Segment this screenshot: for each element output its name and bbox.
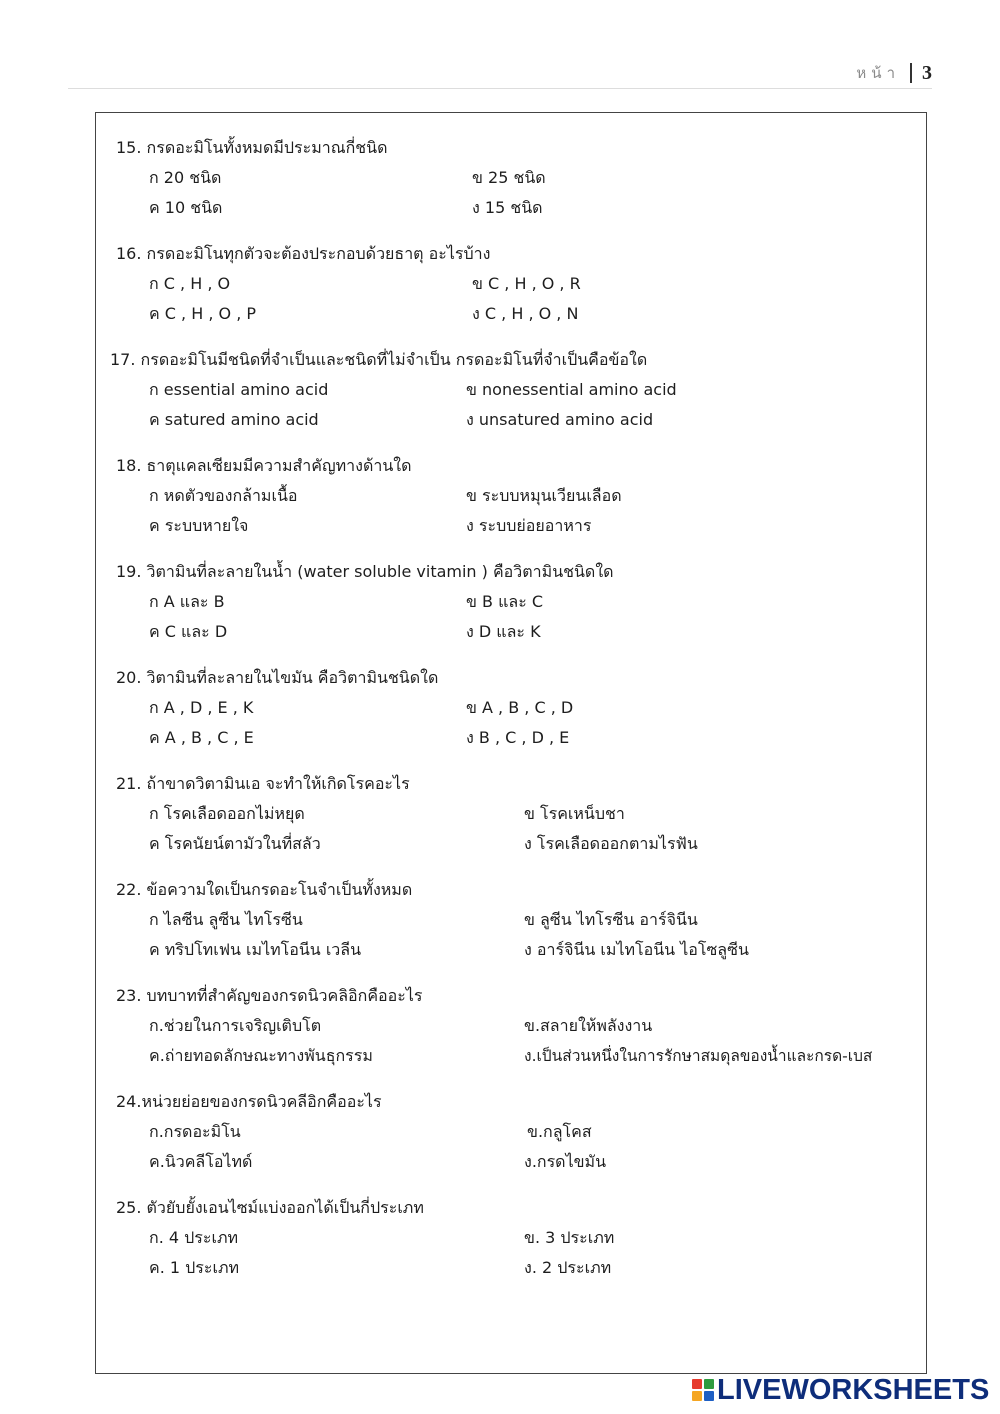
page-header: [856, 58, 932, 88]
option-c[interactable]: ค satured amino acid: [149, 410, 319, 429]
option-d[interactable]: ง D และ K: [466, 622, 541, 641]
option-a[interactable]: ก essential amino acid: [149, 380, 329, 399]
question-text: 23. บทบาทที่สำคัญของกรดนิวคลิอิกคืออะไร: [116, 986, 423, 1005]
option-a[interactable]: ก A และ B: [149, 592, 225, 611]
question-text: 22. ข้อความใดเป็นกรดอะโนจำเป็นทั้งหมด: [116, 880, 413, 899]
question-text: 15. กรดอะมิโนทั้งหมดมีประมาณกี่ชนิด: [116, 138, 388, 157]
option-d[interactable]: ง B , C , D , E: [466, 728, 570, 747]
option-a[interactable]: ก.ช่วยในการเจริญเติบโต: [149, 1016, 322, 1035]
question-text: 19. วิตามินที่ละลายในน้ำ (water soluble vitamin ) คือวิตามินชนิดใด: [116, 562, 614, 581]
option-b[interactable]: ข. 3 ประเภท: [524, 1228, 615, 1247]
option-b[interactable]: ข C , H , O , R: [472, 274, 581, 293]
question-frame: [95, 112, 927, 1374]
question-text: 17. กรดอะมิโนมีชนิดที่จำเป็นและชนิดที่ไม่จำเป็น กรดอะมิโนที่จำเป็นคือข้อใด: [110, 350, 648, 369]
option-c[interactable]: ค โรคนัยน์ตามัวในที่สลัว: [149, 834, 321, 853]
option-d[interactable]: ง. 2 ประเภท: [524, 1258, 612, 1277]
page-number: 3: [922, 61, 932, 84]
question-text: 24.หน่วยย่อยของกรดนิวคลีอิกคืออะไร: [116, 1092, 382, 1111]
option-d[interactable]: ง unsatured amino acid: [466, 410, 654, 429]
option-a[interactable]: ก ไลซีน ลูซีน ไทโรซีน: [149, 910, 303, 929]
option-d[interactable]: ง.เป็นส่วนหนึ่งในการรักษาสมดุลของน้ำและกรด-เบส: [524, 1047, 873, 1065]
header-rule: [68, 88, 932, 89]
logo-text: LIVEWORKSHEETS: [717, 1373, 990, 1406]
option-c[interactable]: ค 10 ชนิด: [149, 198, 223, 217]
logo-mark-icon: [692, 1379, 714, 1401]
option-c[interactable]: ค C , H , O , P: [149, 304, 257, 323]
option-a[interactable]: ก หดตัวของกล้ามเนื้อ: [149, 486, 298, 505]
option-b[interactable]: ข ระบบหมุนเวียนเลือด: [466, 486, 622, 505]
logo-block-blue: [704, 1391, 714, 1401]
option-b[interactable]: ข B และ C: [466, 592, 544, 611]
logo-block-green: [704, 1379, 714, 1389]
page-label: หน้า: [856, 64, 900, 82]
question-text: 25. ตัวยับยั้งเอนไซม์แบ่งออกได้เป็นกี่ประเภท: [116, 1198, 424, 1217]
logo-block-yellow: [692, 1391, 702, 1401]
question-text: 18. ธาตุแคลเซียมมีความสำคัญทางด้านใด: [116, 456, 412, 475]
option-b[interactable]: ข.กลูโคส: [527, 1122, 592, 1141]
option-c[interactable]: ค ทริปโทเฟน เมไทโอนีน เวลีน: [149, 940, 362, 959]
option-d[interactable]: ง อาร์จินีน เมไทโอนีน ไอโซลูซีน: [524, 940, 749, 959]
logo-block-red: [692, 1379, 702, 1389]
option-d[interactable]: ง.กรดไขมัน: [524, 1152, 607, 1171]
header-separator: [910, 63, 912, 83]
option-a[interactable]: ก. 4 ประเภท: [149, 1228, 239, 1247]
option-d[interactable]: ง 15 ชนิด: [472, 198, 543, 217]
option-b[interactable]: ข.สลายให้พลังงาน: [524, 1016, 653, 1035]
option-c[interactable]: ค.นิวคลีโอไทด์: [149, 1152, 253, 1171]
option-b[interactable]: ข nonessential amino acid: [466, 380, 677, 399]
option-b[interactable]: ข ลูซีน ไทโรซีน อาร์จินีน: [524, 910, 698, 929]
question-text: 16. กรดอะมิโนทุกตัวจะต้องประกอบด้วยธาตุ อะไรบ้าง: [116, 244, 491, 263]
option-b[interactable]: ข โรคเหน็บชา: [524, 804, 625, 823]
option-c[interactable]: ค.ถ่ายทอดลักษณะทางพันธุกรรม: [149, 1046, 373, 1065]
question-text: 21. ถ้าขาดวิตามินเอ จะทำให้เกิดโรคอะไร: [116, 774, 410, 793]
option-a[interactable]: ก.กรดอะมิโน: [149, 1122, 241, 1141]
option-d[interactable]: ง โรคเลือดออกตามไรฟัน: [524, 834, 698, 853]
option-a[interactable]: ก A , D , E , K: [149, 698, 254, 717]
option-d[interactable]: ง C , H , O , N: [472, 304, 579, 323]
question-text: 20. วิตามินที่ละลายในไขมัน คือวิตามินชนิดใด: [116, 668, 439, 687]
option-c[interactable]: ค. 1 ประเภท: [149, 1258, 240, 1277]
option-a[interactable]: ก C , H , O: [149, 274, 231, 293]
option-b[interactable]: ข 25 ชนิด: [472, 168, 546, 187]
option-a[interactable]: ก 20 ชนิด: [149, 168, 222, 187]
option-a[interactable]: ก โรคเลือดออกไม่หยุด: [149, 804, 305, 823]
liveworksheets-logo: [692, 1373, 990, 1406]
option-b[interactable]: ข A , B , C , D: [466, 698, 574, 717]
option-c[interactable]: ค A , B , C , E: [149, 728, 254, 747]
option-c[interactable]: ค C และ D: [149, 622, 228, 641]
option-d[interactable]: ง ระบบย่อยอาหาร: [466, 516, 592, 535]
option-c[interactable]: ค ระบบหายใจ: [149, 516, 249, 535]
